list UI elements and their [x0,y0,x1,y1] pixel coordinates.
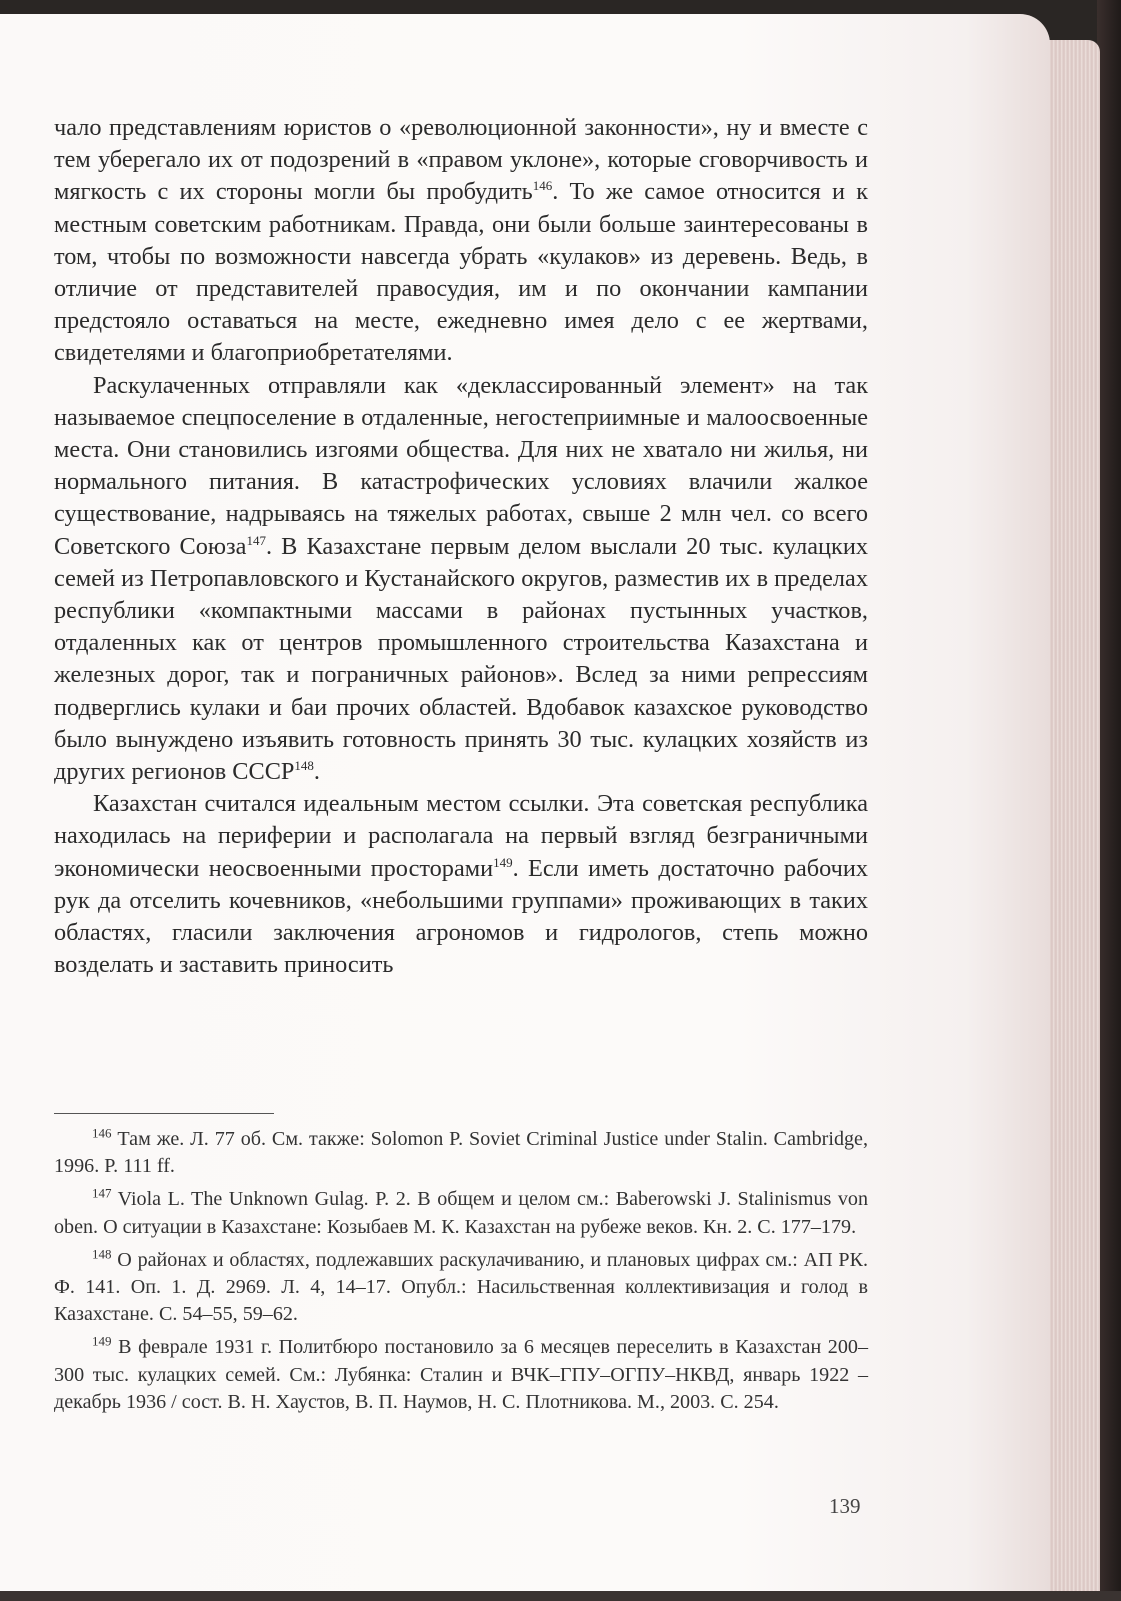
footnote-number: 149 [92,1333,112,1349]
paragraph-text: . То же самое относится и к местным советским работникам. Правда, они были больше заинтересованы в том, чтобы по возможности навсегда убрать «кулаков» из деревень. Ведь, в отличие от представителей правосудия, им и по окончании кампании предстояло оставаться на месте, ежедневно имея дело с ее жертвами, свидетелями и благоприобретателями. [54,178,868,367]
paragraph-3 [54,788,868,981]
book-spine-shadow [1097,0,1121,1601]
page-number: 139 [829,1494,861,1518]
footnote-number: 147 [92,1185,112,1201]
footnote-146 [54,1126,868,1180]
footnote-ref-147[interactable]: 147 [246,532,266,548]
footnotes [54,1126,868,1422]
footnote-148 [54,1247,868,1329]
main-text [54,112,868,981]
footnote-divider [54,1113,274,1114]
footnote-number: 148 [92,1246,112,1262]
paragraph-1 [54,112,868,370]
footnote-ref-149[interactable]: 149 [493,854,513,870]
footnote-number: 146 [92,1125,112,1141]
footnote-ref-146[interactable]: 146 [532,178,553,194]
paragraph-text: Раскулаченных отправляли как «деклассированный элемент» на так называемое спецпоселение в отдаленные, негостеприимные и малоосвоенные места. Они становились изгоями общества. Для них не хватало ни жилья, ни нормального питания. В катастрофических условиях влачили жалкое существование, надрываясь на тяжелых работах, свыше 2 млн чел. со всего Советского Союза [54,371,868,560]
bottom-shadow [0,1591,1121,1601]
paragraph-text: . В Казахстане первым делом выслали 20 тыс. кулацких семей из Петропавловского и Кустанайского округов, разместив их в пределах республики «компактными массами в районах пустынных участков, отдаленных как от центров промышленного строительства Казахстана и железных дорог, так и пограничных районов». Вслед за ними репрессиям подверглись кулаки и баи прочих областей. Вдобавок казахское руководство было вынуждено изъявить готовность принять 30 тыс. кулацких хозяйств из других регионов СССР [54,532,868,786]
footnote-147 [54,1186,868,1240]
paragraph-text: Казахстан считался идеальным местом ссылки. Эта советская республика находилась на периферии и располагала на первый взгляд безграничными экономически неосвоенными просторами [54,790,868,882]
paragraph-text: . [313,758,320,786]
footnote-ref-148[interactable]: 148 [294,757,314,773]
paragraph-text: . Если иметь достаточно рабочих рук да отселить кочевников, «небольшими группами» проживающих в таких областях, гласили заключения агрономов и гидрологов, степь можно возделать и заставить приносить [54,854,868,979]
footnote-text: О районах и областях, подлежавших раскулачиванию, и плановых цифрах см.: АП РК. Ф. 141. Оп. 1. Д. 2969. Л. 4, 14–17. Опубл.: Насильственная коллективизация и голод в Казахстане. С. 54–55, 59–62. [54,1248,868,1326]
footnote-text: Там же. Л. 77 об. См. также: Solomon P. Soviet Criminal Justice under Stalin. Cambridge, 1996. P. 111 ff. [54,1128,868,1178]
paragraph-2 [54,370,868,789]
footnote-text: Viola L. The Unknown Gulag. P. 2. В общем и целом см.: Baberowski J. Stalinismus von oben. О ситуации в Казахстане: Козыбаев М. К. Казахстан на рубеже веков. Кн. 2. С. 177–179. [54,1188,868,1238]
paragraph-text: чало представлениям юристов о «революционной законности», ну и вместе с тем уберегало их от подозрений в «правом уклоне», которые сговорчивость и мягкость с их стороны могли бы пробудить [54,114,868,206]
footnote-text: В феврале 1931 г. Политбюро постановило за 6 месяцев переселить в Казахстан 200–300 тыс. кулацких семей. См.: Лубянка: Сталин и ВЧК–ГПУ–ОГПУ–НКВД, январь 1922 – декабрь 1936 / сост. В. Н. Хаустов, В. П. Наумов, Н. С. Плотникова. М., 2003. С. 254. [54,1336,868,1413]
footnote-149 [54,1334,868,1416]
